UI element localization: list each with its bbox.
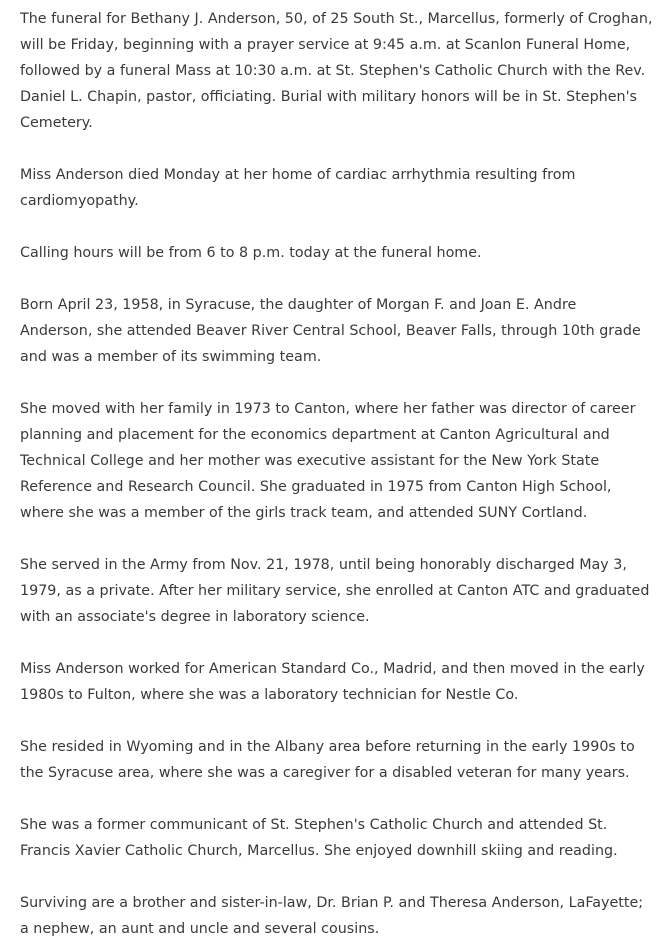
paragraph-survivors: Surviving are a brother and sister-in-law, Dr. Brian P. and Theresa Anderson, LaFayette; a nephew, an aunt and uncle and several cousins. xyxy=(20,895,644,937)
paragraph-birth-education: Born April 23, 1958, in Syracuse, the daughter of Morgan F. and Joan E. Andre Anderson, she attended Beaver River Central School, Beaver Falls, through 10th grade and was a member of its swimming team. xyxy=(20,297,641,365)
paragraph-church-hobbies: She was a former communicant of St. Stephen's Catholic Church and attended St. Francis Xavier Catholic Church, Marcellus. She enjoyed downhill skiing and reading. xyxy=(20,817,618,859)
paragraph-funeral-service: The funeral for Bethany J. Anderson, 50, of 25 South St., Marcellus, formerly of Croghan, will be Friday, beginning with a prayer service at 9:45 a.m. at Scanlon Funeral Home, followed by a funeral Mass at 10:30 a.m. at St. Stephen's Catholic Church with the Rev. Daniel L. Chapin, pastor, officiating. Burial with military honors will be in St. Stephen's Cemetery. xyxy=(20,11,653,131)
paragraph-employment: Miss Anderson worked for American Standard Co., Madrid, and then moved in the early 1980s to Fulton, where she was a laboratory technician for Nestle Co. xyxy=(20,661,645,703)
paragraph-calling-hours: Calling hours will be from 6 to 8 p.m. today at the funeral home. xyxy=(20,245,482,261)
paragraph-military-service: She served in the Army from Nov. 21, 1978, until being honorably discharged May 3, 1979, as a private. After her military service, she enrolled at Canton ATC and graduated with an associate's degree in laboratory science. xyxy=(20,557,650,625)
paragraph-canton-move: She moved with her family in 1973 to Canton, where her father was director of career planning and placement for the economics department at Canton Agricultural and Technical College and her mother was executive assistant for the New York State Reference and Research Council. She graduated in 1975 from Canton High School, where she was a member of the girls track team, and attended SUNY Cortland. xyxy=(20,401,636,521)
paragraph-residence: She resided in Wyoming and in the Albany area before returning in the early 1990s to the Syracuse area, where she was a caregiver for a disabled veteran for many years. xyxy=(20,739,635,781)
paragraph-death-cause: Miss Anderson died Monday at her home of cardiac arrhythmia resulting from cardiomyopathy. xyxy=(20,167,576,209)
